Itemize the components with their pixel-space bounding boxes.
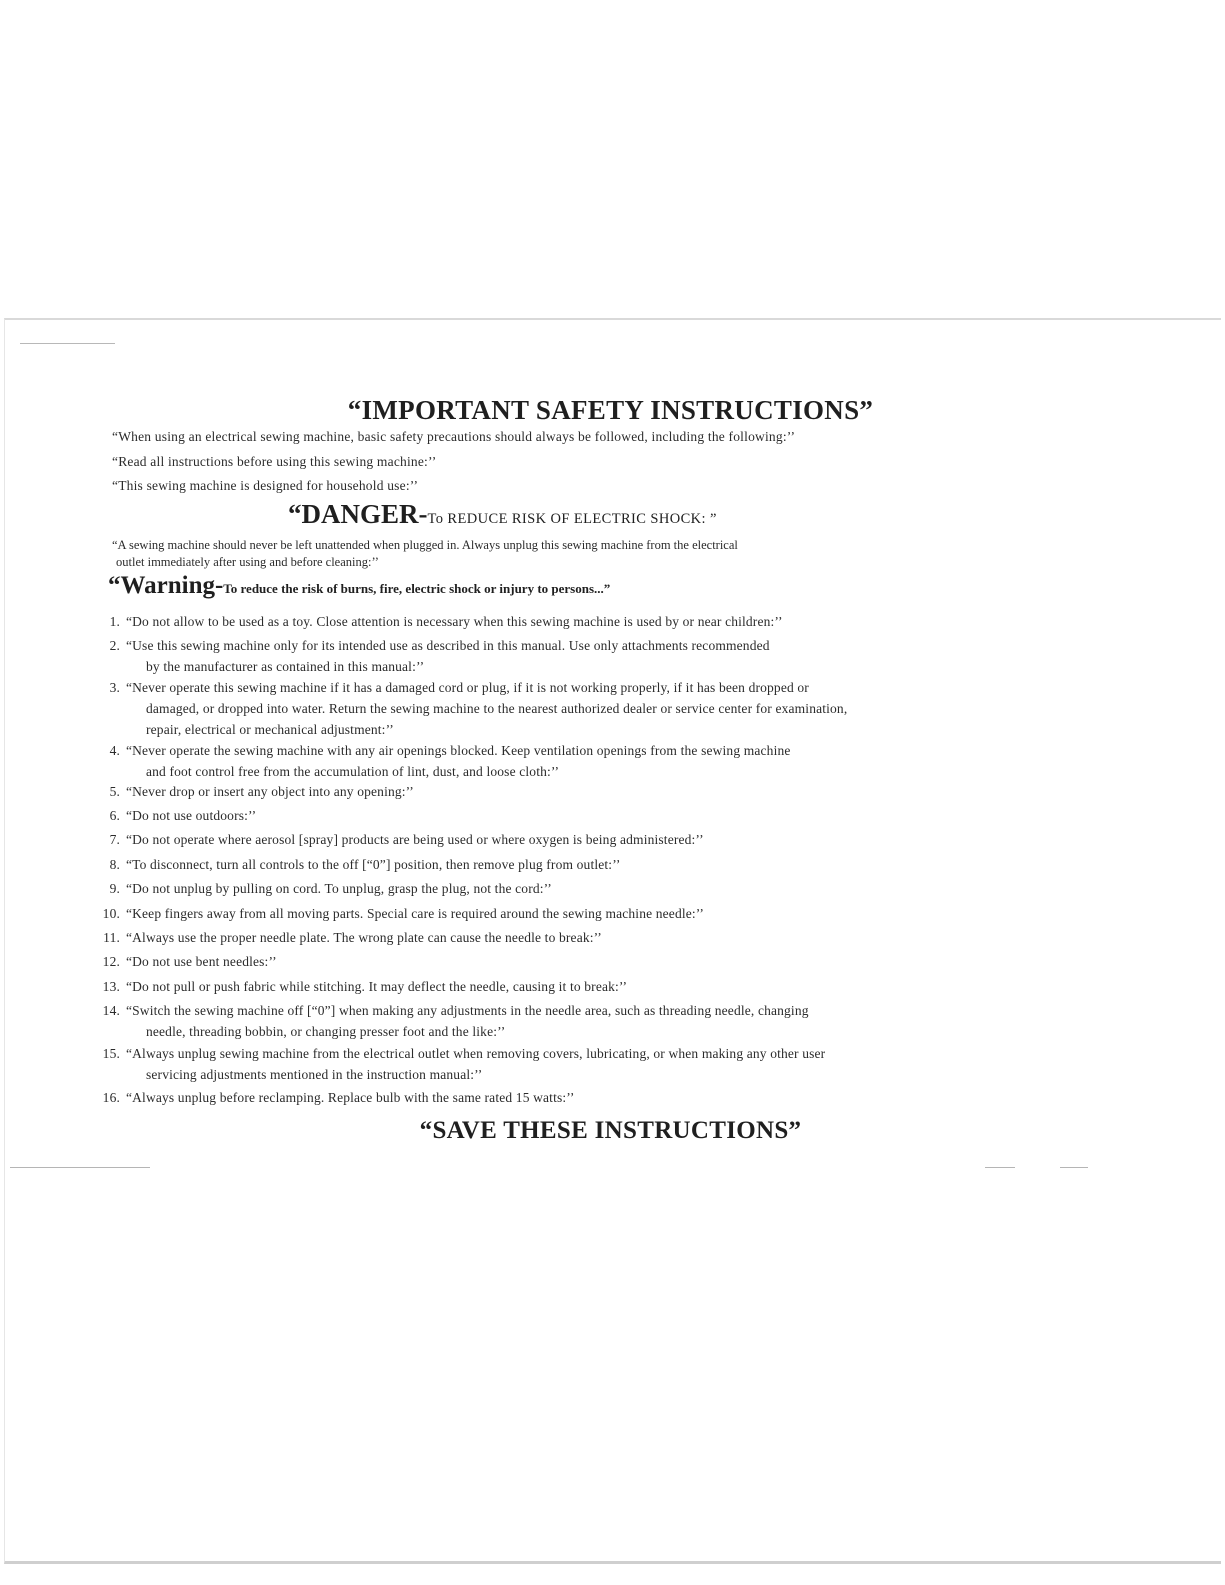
- list-item: [100, 878, 552, 899]
- item-text: “Keep fingers away from all moving parts. Special care is required around the sewing machine needle:’’: [126, 906, 705, 921]
- item-number: 3.: [109, 680, 120, 695]
- item-text: needle, threading bobbin, or changing presser foot and the like:’’: [146, 1024, 506, 1039]
- scan-edge-mark: [1060, 1167, 1088, 1168]
- danger-text-line: “A sewing machine should never be left unattended when plugged in. Always unplug this sewing machine from the electrical: [112, 538, 738, 552]
- list-item: [100, 1043, 825, 1085]
- danger-text: [112, 537, 1112, 571]
- danger-heading: [288, 499, 717, 530]
- item-number: 1.: [109, 614, 120, 629]
- item-number: 2.: [109, 638, 120, 653]
- list-item: [100, 805, 256, 826]
- item-text: “Use this sewing machine only for its intended use as described in this manual. Use only attachments recommended: [126, 638, 770, 653]
- item-number: 13.: [102, 979, 120, 994]
- item-number: 4.: [109, 743, 120, 758]
- danger-rest: To REDUCE RISK OF ELECTRIC SHOCK: ”: [427, 511, 717, 527]
- item-text: damaged, or dropped into water. Return the sewing machine to the nearest authorized dealer or service center for examination,: [146, 701, 848, 716]
- list-item: [100, 854, 620, 875]
- item-text: “Do not allow to be used as a toy. Close attention is necessary when this sewing machine is used by or near children:’’: [126, 614, 783, 629]
- list-item: [100, 951, 277, 972]
- item-text: “Switch the sewing machine off [“0”] when making any adjustments in the needle area, such as threading needle, changing: [126, 1003, 809, 1018]
- warning-lead: “Warning-: [108, 572, 224, 599]
- danger-text-line: outlet immediately after using and before cleaning:’’: [116, 555, 379, 569]
- list-item: [100, 829, 704, 850]
- list-item: [100, 740, 791, 782]
- scan-edge-mark: [985, 1167, 1015, 1168]
- warning-heading: [108, 572, 610, 600]
- list-item: [100, 611, 783, 632]
- item-text: “Never drop or insert any object into any opening:’’: [126, 784, 414, 799]
- closing-title: “SAVE THESE INSTRUCTIONS”: [419, 1117, 802, 1144]
- scan-edge-mark: [10, 1167, 150, 1168]
- list-item: [100, 1000, 809, 1042]
- item-text: “To disconnect, turn all controls to the off [“0”] position, then remove plug from outlet:’’: [126, 857, 621, 872]
- item-text: “Do not use bent needles:’’: [126, 954, 277, 969]
- list-item: [100, 635, 770, 677]
- page-title: “IMPORTANT SAFETY INSTRUCTIONS”: [347, 395, 874, 425]
- item-text: and foot control free from the accumulation of lint, dust, and loose cloth:’’: [146, 764, 560, 779]
- intro-line: “When using an electrical sewing machine, basic safety precautions should always be followed, including the following:’’: [112, 429, 796, 444]
- scan-edge-mark: [20, 343, 115, 344]
- list-item: [100, 927, 602, 948]
- list-item: [100, 781, 414, 802]
- item-number: 9.: [109, 881, 120, 896]
- intro-line: “This sewing machine is designed for household use:’’: [112, 478, 419, 493]
- item-text: by the manufacturer as contained in this manual:’’: [146, 659, 425, 674]
- item-text: “Do not use outdoors:’’: [126, 808, 257, 823]
- item-text: repair, electrical or mechanical adjustment:’’: [146, 722, 394, 737]
- item-text: “Always unplug before reclamping. Replace bulb with the same rated 15 watts:’’: [126, 1090, 575, 1105]
- danger-lead: “DANGER-: [288, 499, 428, 529]
- item-number: 8.: [109, 857, 120, 872]
- list-item: [100, 677, 847, 740]
- item-number: 14.: [102, 1003, 120, 1018]
- item-text: “Do not pull or push fabric while stitching. It may deflect the needle, causing it to break:’’: [126, 979, 628, 994]
- item-number: 12.: [102, 954, 120, 969]
- item-text: “Never operate this sewing machine if it has a damaged cord or plug, if it is not working properly, if it has been dropped or: [126, 680, 809, 695]
- item-number: 5.: [109, 784, 120, 799]
- intro-line: “Read all instructions before using this sewing machine:’’: [112, 454, 437, 469]
- item-number: 16.: [102, 1090, 120, 1105]
- item-number: 6.: [109, 808, 120, 823]
- list-item: [100, 903, 704, 924]
- list-item: [100, 976, 627, 997]
- item-number: 15.: [102, 1046, 120, 1061]
- warning-rest: To reduce the risk of burns, fire, electric shock or injury to persons...”: [223, 581, 611, 596]
- item-number: 10.: [102, 906, 120, 921]
- item-number: 7.: [109, 832, 120, 847]
- item-text: “Do not unplug by pulling on cord. To unplug, grasp the plug, not the cord:’’: [126, 881, 552, 896]
- item-text: “Do not operate where aerosol [spray] products are being used or where oxygen is being administered:’’: [126, 832, 704, 847]
- list-item: [100, 1087, 575, 1108]
- item-text: “Never operate the sewing machine with any air openings blocked. Keep ventilation openings from the sewing machine: [126, 743, 791, 758]
- item-number: 11.: [103, 930, 120, 945]
- item-text: servicing adjustments mentioned in the instruction manual:’’: [146, 1067, 483, 1082]
- item-text: “Always use the proper needle plate. The wrong plate can cause the needle to break:’’: [126, 930, 602, 945]
- item-text: “Always unplug sewing machine from the electrical outlet when removing covers, lubricating, or when making any other user: [126, 1046, 826, 1061]
